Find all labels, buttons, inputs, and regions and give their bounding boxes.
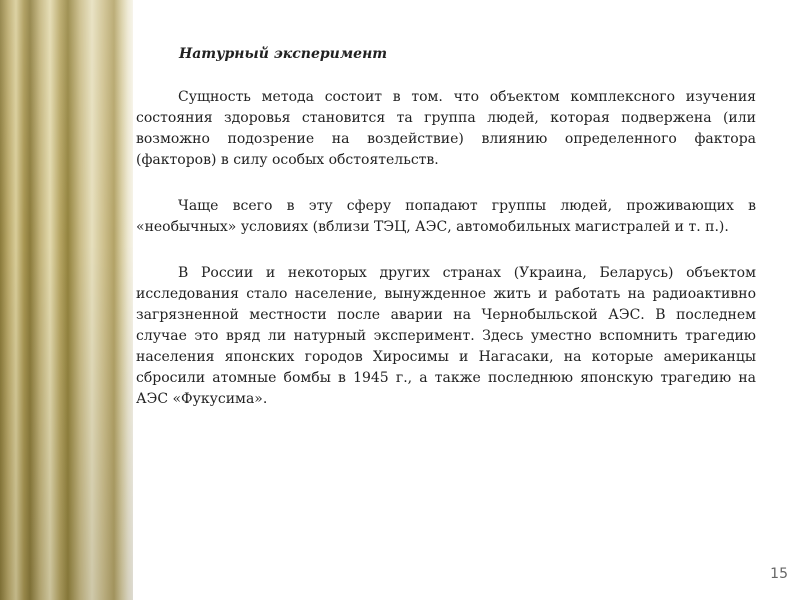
- paragraph-chernobyl-example: В России и некоторых других странах (Украина, Беларусь) объектом исследования стало население, вынужденное жить и работать на радиоактивно загрязненной местности после аварии на Чернобыльской АЭС. В последнем случае это вряд ли натурный эксперимент. Здесь уместно вспомнить трагедию населения японских городов Хиросимы и Нагасаки, на которые американцы сбросили атомные бомбы в 1945 г., а также последнюю японскую трагедию на АЭС «Фукусима».: [136, 265, 756, 407]
- page-number: 15: [770, 566, 788, 582]
- paragraph-method-essence: Сущность метода состоит в том. что объектом комплексного изучения состояния здоровья становится та группа людей, которая подвержена (или возможно подозрение на воздействие) влиянию определенного фактора (факторов) в силу особых обстоятельств.: [136, 89, 756, 168]
- paragraph-unusual-conditions: Чаще всего в эту сферу попадают группы людей, проживающих в «необычных» условиях (вблизи ТЭЦ, АЭС, автомобильных магистралей и т. п.).: [136, 198, 756, 235]
- curtain-shade: [0, 0, 133, 600]
- slide-title: Натурный эксперимент: [179, 46, 388, 62]
